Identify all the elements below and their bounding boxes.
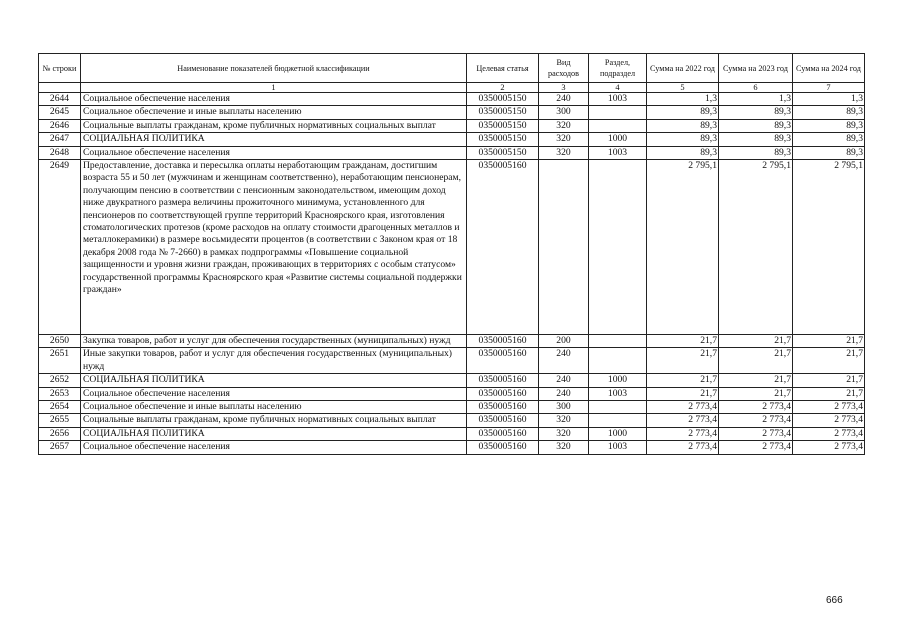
row-number: 2655 — [39, 414, 81, 427]
sum-2024: 2 795,1 — [793, 160, 865, 335]
row-number: 2657 — [39, 441, 81, 454]
section-subsection — [589, 401, 647, 414]
expense-type: 320 — [539, 441, 589, 454]
target-article: 0350005160 — [467, 427, 539, 440]
column-number: 6 — [719, 83, 793, 93]
sum-2024: 1,3 — [793, 93, 865, 106]
budget-table — [38, 53, 865, 455]
sum-2024: 21,7 — [793, 387, 865, 400]
row-number: 2644 — [39, 93, 81, 106]
sum-2022: 2 773,4 — [647, 441, 719, 454]
expense-type: 240 — [539, 374, 589, 387]
row-number: 2656 — [39, 427, 81, 440]
table-row — [39, 441, 865, 454]
row-number: 2652 — [39, 374, 81, 387]
sum-2022: 89,3 — [647, 133, 719, 146]
header-sum-2022: Сумма на 2022 год — [647, 54, 719, 83]
header-sum-2023: Сумма на 2023 год — [719, 54, 793, 83]
target-article: 0350005150 — [467, 146, 539, 159]
table-row — [39, 427, 865, 440]
sum-2024: 89,3 — [793, 133, 865, 146]
section-subsection — [589, 414, 647, 427]
row-number: 2649 — [39, 160, 81, 335]
target-article: 0350005150 — [467, 119, 539, 132]
sum-2023: 1,3 — [719, 93, 793, 106]
target-article: 0350005160 — [467, 374, 539, 387]
row-number: 2654 — [39, 401, 81, 414]
column-number: 5 — [647, 83, 719, 93]
expense-type: 320 — [539, 414, 589, 427]
section-subsection: 1003 — [589, 387, 647, 400]
expense-type: 240 — [539, 387, 589, 400]
indicator-name: Социальное обеспечение и иные выплаты населению — [81, 106, 467, 119]
sum-2022: 21,7 — [647, 374, 719, 387]
section-subsection: 1003 — [589, 146, 647, 159]
sum-2022: 2 773,4 — [647, 401, 719, 414]
section-subsection: 1000 — [589, 133, 647, 146]
target-article: 0350005160 — [467, 160, 539, 335]
section-subsection — [589, 106, 647, 119]
column-number: 3 — [539, 83, 589, 93]
sum-2024: 21,7 — [793, 335, 865, 348]
indicator-name: Социальные выплаты гражданам, кроме публичных нормативных социальных выплат — [81, 414, 467, 427]
indicator-name: Социальное обеспечение и иные выплаты населению — [81, 401, 467, 414]
section-subsection: 1000 — [589, 427, 647, 440]
expense-type: 240 — [539, 93, 589, 106]
section-subsection: 1003 — [589, 93, 647, 106]
sum-2023: 21,7 — [719, 348, 793, 374]
table-header-row — [39, 54, 865, 83]
sum-2023: 21,7 — [719, 374, 793, 387]
row-number: 2647 — [39, 133, 81, 146]
sum-2024: 2 773,4 — [793, 427, 865, 440]
table-row — [39, 335, 865, 348]
sum-2023: 89,3 — [719, 146, 793, 159]
sum-2023: 89,3 — [719, 106, 793, 119]
header-name: Наименование показателей бюджетной классификации — [81, 54, 467, 83]
row-number: 2651 — [39, 348, 81, 374]
sum-2022: 21,7 — [647, 387, 719, 400]
table-row — [39, 119, 865, 132]
expense-type: 320 — [539, 119, 589, 132]
indicator-name: Иные закупки товаров, работ и услуг для обеспечения государственных (муниципальных) нужд — [81, 348, 467, 374]
expense-type: 200 — [539, 335, 589, 348]
table-row — [39, 160, 865, 335]
target-article: 0350005160 — [467, 387, 539, 400]
sum-2022: 2 795,1 — [647, 160, 719, 335]
sum-2024: 21,7 — [793, 348, 865, 374]
column-number-blank — [39, 83, 81, 93]
table-row — [39, 387, 865, 400]
row-number: 2645 — [39, 106, 81, 119]
expense-type: 320 — [539, 427, 589, 440]
sum-2024: 2 773,4 — [793, 414, 865, 427]
sum-2024: 89,3 — [793, 106, 865, 119]
indicator-name: Закупка товаров, работ и услуг для обеспечения государственных (муниципальных) нужд — [81, 335, 467, 348]
column-number: 4 — [589, 83, 647, 93]
sum-2023: 89,3 — [719, 119, 793, 132]
sum-2023: 21,7 — [719, 335, 793, 348]
table-row — [39, 133, 865, 146]
target-article: 0350005160 — [467, 441, 539, 454]
target-article: 0350005160 — [467, 401, 539, 414]
sum-2023: 2 773,4 — [719, 427, 793, 440]
row-number: 2650 — [39, 335, 81, 348]
header-type: Вид расходов — [539, 54, 589, 83]
target-article: 0350005150 — [467, 133, 539, 146]
section-subsection: 1000 — [589, 374, 647, 387]
table-row — [39, 106, 865, 119]
sum-2024: 89,3 — [793, 119, 865, 132]
column-number: 1 — [81, 83, 467, 93]
row-number: 2648 — [39, 146, 81, 159]
section-subsection — [589, 119, 647, 132]
header-sum-2024: Сумма на 2024 год — [793, 54, 865, 83]
table-row — [39, 146, 865, 159]
expense-type: 320 — [539, 133, 589, 146]
section-subsection — [589, 348, 647, 374]
sum-2023: 2 773,4 — [719, 414, 793, 427]
header-target: Целевая статья — [467, 54, 539, 83]
sum-2023: 2 773,4 — [719, 441, 793, 454]
target-article: 0350005150 — [467, 106, 539, 119]
sum-2022: 21,7 — [647, 335, 719, 348]
indicator-name: Социальные выплаты гражданам, кроме публичных нормативных социальных выплат — [81, 119, 467, 132]
indicator-name: Социальное обеспечение населения — [81, 441, 467, 454]
sum-2023: 2 795,1 — [719, 160, 793, 335]
table-row — [39, 401, 865, 414]
sum-2022: 89,3 — [647, 119, 719, 132]
table-row — [39, 374, 865, 387]
page-number: 666 — [826, 595, 843, 606]
section-subsection: 1003 — [589, 441, 647, 454]
target-article: 0350005160 — [467, 335, 539, 348]
sum-2024: 21,7 — [793, 374, 865, 387]
expense-type: 300 — [539, 106, 589, 119]
table-row — [39, 93, 865, 106]
target-article: 0350005150 — [467, 93, 539, 106]
expense-type — [539, 160, 589, 335]
sum-2022: 1,3 — [647, 93, 719, 106]
table-row — [39, 414, 865, 427]
row-number: 2653 — [39, 387, 81, 400]
sum-2022: 2 773,4 — [647, 414, 719, 427]
sum-2023: 89,3 — [719, 133, 793, 146]
table-body — [39, 93, 865, 455]
indicator-name: СОЦИАЛЬНАЯ ПОЛИТИКА — [81, 374, 467, 387]
header-section: Раздел, подраздел — [589, 54, 647, 83]
expense-type: 320 — [539, 146, 589, 159]
target-article: 0350005160 — [467, 348, 539, 374]
sum-2024: 2 773,4 — [793, 441, 865, 454]
row-number: 2646 — [39, 119, 81, 132]
expense-type: 240 — [539, 348, 589, 374]
table-row — [39, 348, 865, 374]
sum-2024: 89,3 — [793, 146, 865, 159]
column-number-row — [39, 83, 865, 93]
indicator-name: СОЦИАЛЬНАЯ ПОЛИТИКА — [81, 427, 467, 440]
section-subsection — [589, 335, 647, 348]
sum-2024: 2 773,4 — [793, 401, 865, 414]
section-subsection — [589, 160, 647, 335]
indicator-name: Социальное обеспечение населения — [81, 93, 467, 106]
indicator-name: СОЦИАЛЬНАЯ ПОЛИТИКА — [81, 133, 467, 146]
sum-2023: 21,7 — [719, 387, 793, 400]
budget-table-page — [38, 53, 864, 455]
header-row-no: № строки — [39, 54, 81, 83]
indicator-name: Предоставление, доставка и пересылка оплаты неработающим гражданам, достигшим возраста 55 и 50 лет (мужчинам и женщинам соответственно), неработающим пенсионерам, получающим пенсию в соответствии с пенсионным законодательством, имеющим доход ниже двукратного размера величины прожиточного минимума, установленного для пенсионеров по соответствующей группе территорий Красноярского края, изготовления стоматологических протезов (кроме расходов на оплату стоимости драгоценных металлов и металлокерамики) в размере восьмидесяти процентов (в соответствии с Законом края от 18 декабря 2008 года № 7-2660) в рамках подпрограммы «Повышение социальной защищенности и уровня жизни граждан, проживающих в территориях с особым статусом» государственной программы Красноярского края «Развитие системы социальной поддержки граждан» — [81, 160, 467, 335]
column-number: 2 — [467, 83, 539, 93]
sum-2023: 2 773,4 — [719, 401, 793, 414]
column-number: 7 — [793, 83, 865, 93]
sum-2022: 89,3 — [647, 146, 719, 159]
sum-2022: 2 773,4 — [647, 427, 719, 440]
sum-2022: 21,7 — [647, 348, 719, 374]
expense-type: 300 — [539, 401, 589, 414]
indicator-name: Социальное обеспечение населения — [81, 146, 467, 159]
indicator-name: Социальное обеспечение населения — [81, 387, 467, 400]
target-article: 0350005160 — [467, 414, 539, 427]
sum-2022: 89,3 — [647, 106, 719, 119]
